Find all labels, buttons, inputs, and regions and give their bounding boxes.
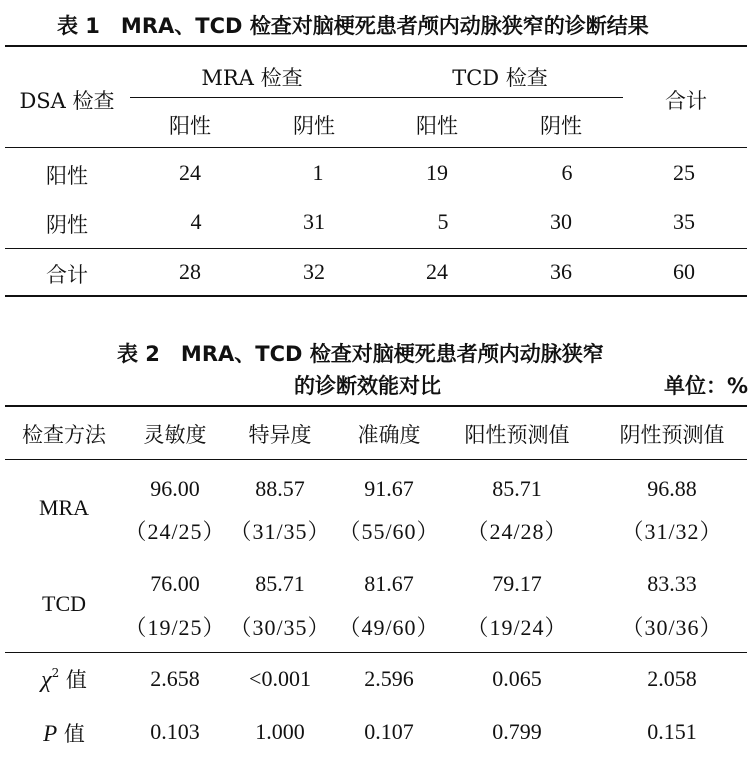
table2-value: 76.00 <box>150 571 200 596</box>
table2-fraction: （19/24） <box>466 615 568 640</box>
table2-fraction: （30/36） <box>621 615 723 640</box>
table1-cell: 19 <box>426 160 448 185</box>
table2-value: 81.67 <box>364 571 414 596</box>
table2-p-value: 0.799 <box>492 719 542 744</box>
table2-fraction: （49/60） <box>338 615 440 640</box>
table1-total-rule <box>5 248 747 249</box>
table2-stats-rule <box>5 652 747 653</box>
table2-chi-value: 2.058 <box>647 666 697 691</box>
table1-sub-label: 阳性 <box>416 114 458 138</box>
table1-cell: 25 <box>673 160 695 185</box>
table1-cell: 5 <box>437 209 449 234</box>
table2-method-label: TCD <box>42 591 86 616</box>
table2-header: 阳性预测值 <box>464 423 570 447</box>
table1-cell: 32 <box>303 259 325 284</box>
table2-fraction: （24/28） <box>466 519 568 544</box>
table2-p-value: 1.000 <box>255 719 305 744</box>
table1-row-label: 阴性 <box>46 213 88 237</box>
table2-p-value: 0.103 <box>150 719 200 744</box>
table1-total-header: 合计 <box>665 89 707 113</box>
table2-fraction: （19/25） <box>124 615 226 640</box>
table1-row-header: DSA 检查 <box>19 89 115 113</box>
table2-header: 准确度 <box>357 423 421 447</box>
table1-cell: 6 <box>561 160 573 185</box>
table2-p-value: 0.151 <box>647 719 697 744</box>
table1-cell: 30 <box>550 209 572 234</box>
table1-sub-label: 阴性 <box>293 114 335 138</box>
table1-row-label: 阳性 <box>46 164 88 188</box>
table2-value: 83.33 <box>647 571 697 596</box>
table2-chi-value: 0.065 <box>492 666 542 691</box>
table1-group-mra: MRA 检查 <box>201 66 303 90</box>
table1-cell: 1 <box>312 160 324 185</box>
table1-sub-label: 阴性 <box>540 114 582 138</box>
table2-fraction: （55/60） <box>338 519 440 544</box>
table2-value: 96.88 <box>647 476 697 501</box>
table2-method-label: MRA <box>38 495 90 520</box>
table2-fraction: （24/25） <box>124 519 226 544</box>
table1-cell: 24 <box>179 160 201 185</box>
table2-chi-label: $\chi^2$ 值 <box>41 666 87 693</box>
table2-header: 阴性预测值 <box>619 423 725 447</box>
table1-caption: 表 1 MRA、TCD 检查对脑梗死患者颅内动脉狭窄的诊断结果 <box>57 14 649 38</box>
table2-value: 96.00 <box>150 476 200 501</box>
table2-value: 85.71 <box>492 476 542 501</box>
table2-fraction: （31/35） <box>229 519 331 544</box>
table1-row-label: 合计 <box>46 263 88 287</box>
table1-group-tcd: TCD 检查 <box>452 66 548 90</box>
table2-chi-value: 2.596 <box>364 666 414 691</box>
table1-cell: 31 <box>303 209 325 234</box>
table1-cell: 60 <box>673 259 695 284</box>
table2-caption-line2: 的诊断效能对比 <box>294 374 441 398</box>
table1-cell: 35 <box>673 209 695 234</box>
table1-sub-label: 阳性 <box>169 114 211 138</box>
table2-value: 79.17 <box>492 571 542 596</box>
table1-cell: 24 <box>426 259 448 284</box>
table1-bottom-rule <box>5 295 747 297</box>
table2-header: 特异度 <box>248 423 312 447</box>
table1-cell: 28 <box>179 259 201 284</box>
table2-value: 91.67 <box>364 476 414 501</box>
table2-fraction: （31/32） <box>621 519 723 544</box>
table2-value: 85.71 <box>255 571 305 596</box>
table1-group-rule <box>130 97 623 98</box>
table2-header-rule <box>5 459 747 460</box>
table2-value: 88.57 <box>255 476 305 501</box>
table2-header: 灵敏度 <box>143 423 207 447</box>
table1-cell: 4 <box>190 209 202 234</box>
table2-unit: 单位：% <box>664 374 749 398</box>
table2-p-value: 0.107 <box>364 719 414 744</box>
table1-cell: 36 <box>550 259 572 284</box>
table2-p-label: P 值 <box>43 721 85 746</box>
table2-top-rule <box>5 405 747 407</box>
table1-top-rule <box>5 45 747 47</box>
table2-chi-value: <0.001 <box>249 666 311 691</box>
table2-caption-line1: 表 2 MRA、TCD 检查对脑梗死患者颅内动脉狭窄 <box>117 342 604 366</box>
table2-fraction: （30/35） <box>229 615 331 640</box>
table1-header-rule <box>5 147 747 148</box>
table2-header: 检查方法 <box>22 423 106 447</box>
table2-chi-value: 2.658 <box>150 666 200 691</box>
